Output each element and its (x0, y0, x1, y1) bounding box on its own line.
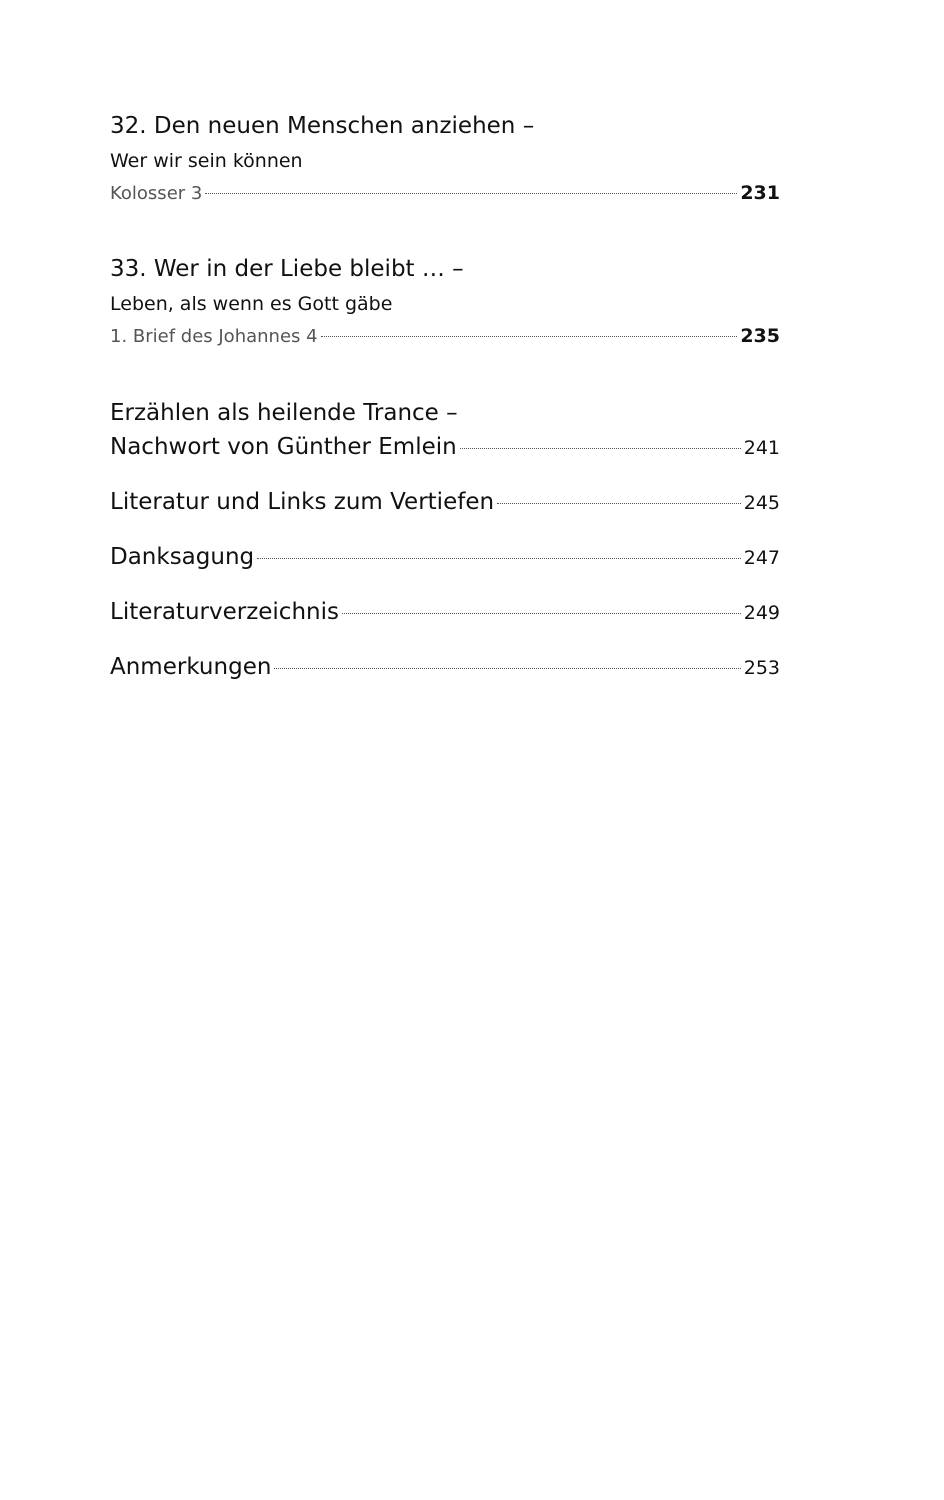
toc-section-afterword (110, 396, 780, 465)
section-title-continued: Nachwort von Günther Emlein (110, 434, 457, 460)
chapter-source: 1. Brief des Johannes 4 (110, 326, 318, 347)
section-line (110, 430, 780, 465)
page-number: 231 (740, 182, 780, 204)
chapter-title: 33. Wer in der Liebe bleibt … – (110, 256, 464, 282)
dot-leader (205, 193, 737, 194)
section-line (110, 485, 780, 520)
chapter-subtitle: Leben, als wenn es Gott gäbe (110, 293, 393, 315)
dot-leader (321, 336, 738, 337)
page-number: 249 (743, 602, 780, 624)
chapter-source: Kolosser 3 (110, 183, 203, 204)
toc-section-bibliography (110, 595, 780, 630)
section-title: Erzählen als heilende Trance – (110, 400, 458, 426)
page-number: 235 (740, 325, 780, 347)
section-title: Anmerkungen (110, 654, 272, 680)
chapter-source-line (110, 179, 780, 208)
page-number: 253 (743, 657, 780, 679)
chapter-source-line (110, 322, 780, 351)
section-title: Literaturverzeichnis (110, 599, 339, 625)
section-title: Literatur und Links zum Vertiefen (110, 489, 495, 515)
dot-leader (274, 668, 740, 669)
section-line (110, 595, 780, 630)
toc-chapter-32 (110, 110, 780, 208)
page-number: 241 (743, 437, 780, 459)
dot-leader (497, 503, 741, 504)
section-line (110, 540, 780, 575)
dot-leader (460, 448, 741, 449)
toc-section-acknowledgements (110, 540, 780, 575)
chapter-title: 32. Den neuen Menschen anziehen – (110, 113, 535, 139)
chapter-subtitle: Wer wir sein können (110, 150, 303, 172)
toc-chapter-33 (110, 253, 780, 351)
toc-section-links (110, 485, 780, 520)
section-title: Danksagung (110, 544, 255, 570)
toc-section-notes (110, 650, 780, 685)
dot-leader (257, 558, 741, 559)
page-number: 245 (743, 492, 780, 514)
section-line (110, 650, 780, 685)
dot-leader (342, 613, 741, 614)
page-number: 247 (743, 547, 780, 569)
